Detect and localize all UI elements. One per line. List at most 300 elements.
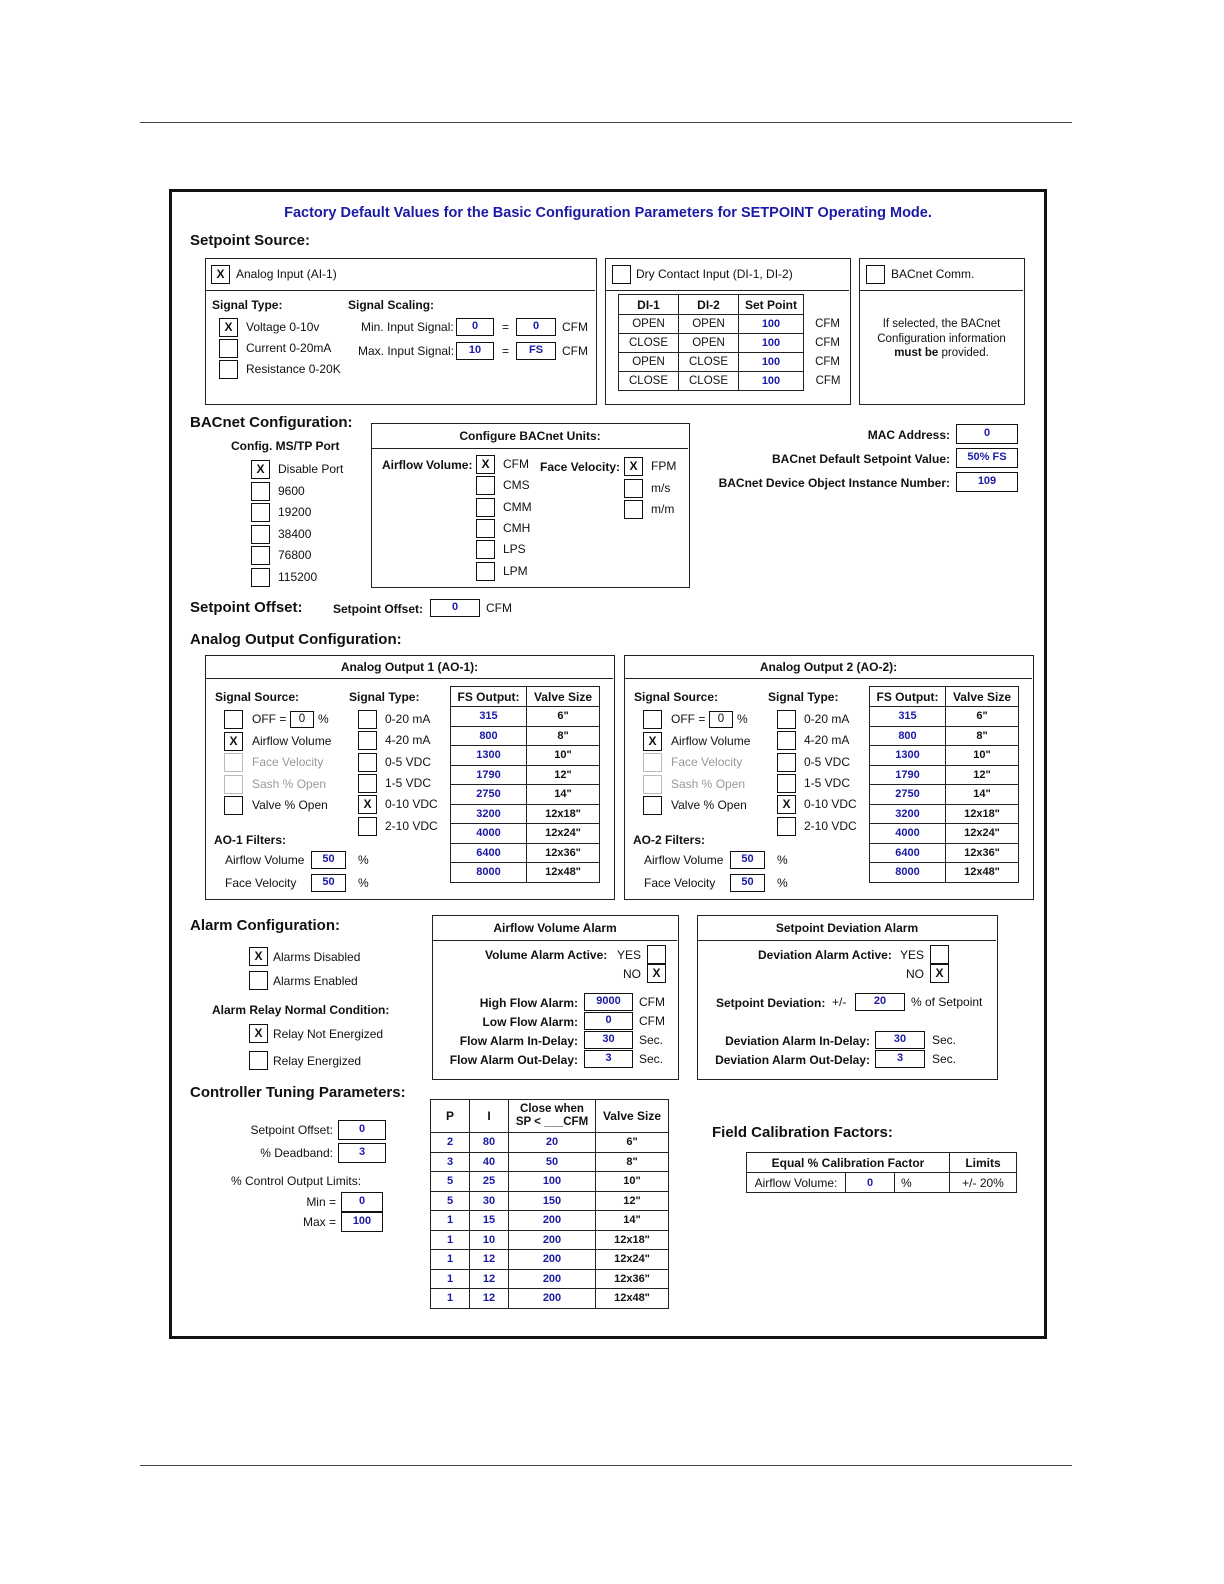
valve-size-cell: 10": [596, 1172, 669, 1192]
signal-type-label: 0-20 mA: [804, 712, 850, 726]
i-cell[interactable]: 40: [470, 1152, 509, 1172]
signal-type-checkbox[interactable]: [777, 731, 796, 750]
fs-row: [451, 746, 600, 766]
valve-size-header: Valve Size: [596, 1100, 669, 1133]
close-sp-cell[interactable]: 20: [509, 1133, 596, 1153]
flow-in-delay-value[interactable]: 30: [584, 1031, 633, 1049]
fs-row: [451, 863, 600, 883]
tuning-table: [430, 1099, 669, 1309]
deviation-yes-checkbox[interactable]: [930, 945, 949, 964]
high-flow-unit: CFM: [639, 995, 665, 1009]
di-header-cell: Set Point: [739, 295, 804, 315]
valve-size-cell: 6": [527, 707, 600, 727]
i-cell[interactable]: 25: [470, 1172, 509, 1192]
min-input-label: Min. Input Signal:: [361, 320, 454, 334]
alarms-enabled-label: Alarms Enabled: [273, 974, 358, 988]
min-cfm-unit: CFM: [562, 320, 588, 334]
di1-cell: OPEN: [619, 353, 679, 372]
fs-output-cell[interactable]: 8000: [451, 863, 527, 883]
analog-output-title: Analog Output 1 (AO-1):: [340, 660, 479, 674]
fs-row: [870, 765, 1019, 785]
max-equals: =: [502, 344, 510, 358]
set-point-unit: CFM: [815, 318, 840, 330]
relay-not-energized-label: Relay Not Energized: [273, 1027, 384, 1041]
off-value[interactable]: 0: [709, 711, 733, 728]
field-cal-row: [747, 1173, 1017, 1193]
alarms-disabled-checkbox[interactable]: X: [249, 947, 268, 966]
p-cell[interactable]: 3: [431, 1152, 470, 1172]
field-cal-row-limits: +/- 20%: [950, 1173, 1017, 1193]
analog-input-label: Analog Input (AI-1): [236, 267, 337, 281]
face-unit-checkbox[interactable]: X: [624, 457, 643, 476]
ao-filters-label: AO-2 Filters:: [633, 833, 706, 847]
airflow-unit-checkbox[interactable]: [476, 476, 495, 495]
airflow-unit-label: CMM: [503, 499, 532, 514]
signal-type-label: 1-5 VDC: [804, 775, 851, 790]
signal-type-checkbox[interactable]: X: [777, 795, 796, 814]
flow-in-delay-unit: Sec.: [639, 1033, 664, 1047]
bacnet-note-line2: Configuration information: [877, 332, 1006, 345]
valve-size-cell: 12x48": [946, 863, 1019, 883]
close-sp-cell[interactable]: 200: [509, 1289, 596, 1309]
di2-cell: CLOSE: [679, 372, 739, 391]
setpoint-source-heading: Setpoint Source:: [190, 232, 311, 249]
set-point-cell[interactable]: 100: [739, 334, 804, 353]
flow-in-delay-label: Flow Alarm In-Delay:: [459, 1034, 578, 1048]
fs-output-cell[interactable]: 8000: [870, 863, 946, 883]
i-cell[interactable]: 10: [470, 1230, 509, 1250]
i-header: I: [470, 1100, 509, 1133]
mstp-port-checkbox[interactable]: [251, 525, 270, 544]
signal-type-label: 0-5 VDC: [804, 754, 851, 769]
p-cell[interactable]: 1: [431, 1211, 470, 1231]
filter-face-label: Face Velocity: [225, 876, 297, 890]
volume-alarm-no-label: NO: [623, 967, 641, 981]
deviation-out-delay-value[interactable]: 3: [875, 1050, 925, 1068]
valve-size-cell: 6": [596, 1133, 669, 1153]
bacnet-note-line1: If selected, the BACnet: [882, 318, 1001, 330]
signal-type-label: Signal Type:: [212, 298, 283, 312]
analog-output-panel: [205, 655, 615, 900]
airflow-unit-checkbox[interactable]: [476, 562, 495, 581]
deviation-no-label: NO: [906, 967, 924, 981]
fs-output-cell[interactable]: 6400: [451, 843, 527, 863]
max-cfm-value[interactable]: FS: [516, 342, 556, 360]
p-cell[interactable]: 1: [431, 1230, 470, 1250]
face-unit-label: m/m: [651, 502, 675, 516]
fs-output-cell[interactable]: 1300: [451, 746, 527, 766]
di1-cell: OPEN: [619, 315, 679, 334]
set-point-cell[interactable]: 100: [739, 315, 804, 334]
signal-type-checkbox[interactable]: [358, 774, 377, 793]
signal-type-checkbox[interactable]: [777, 753, 796, 772]
tuning-offset-label: Setpoint Offset:: [250, 1123, 333, 1137]
signal-source-label: Signal Source:: [634, 690, 719, 704]
fs-row: [451, 765, 600, 785]
field-cal-table: [746, 1152, 1017, 1193]
signal-type-checkbox[interactable]: X: [358, 795, 377, 814]
valve-size-cell: 12x24": [946, 824, 1019, 844]
di-row: [619, 372, 841, 391]
fs-row: [451, 726, 600, 746]
fs-row: [451, 785, 600, 805]
bacnet-config-heading: BACnet Configuration:: [190, 414, 353, 431]
fs-row: [451, 843, 600, 863]
close-sp-cell[interactable]: 150: [509, 1191, 596, 1211]
valve-size-cell: 12": [527, 765, 600, 785]
deviation-alarm-panel: [697, 915, 998, 1080]
face-unit-label: FPM: [651, 459, 677, 473]
signal-source-checkbox[interactable]: [643, 775, 662, 794]
signal-source-checkbox[interactable]: [224, 710, 243, 729]
close-sp-cell[interactable]: 100: [509, 1172, 596, 1192]
p-cell[interactable]: 1: [431, 1269, 470, 1289]
signal-type-label: 4-20 mA: [385, 733, 431, 748]
flow-out-delay-unit: Sec.: [639, 1052, 664, 1066]
bacnet-units-panel: [371, 423, 690, 588]
fs-output-cell[interactable]: 2750: [451, 785, 527, 805]
di-unit-spacer: [804, 295, 841, 315]
fs-output-cell[interactable]: 3200: [451, 804, 527, 824]
face-unit-checkbox[interactable]: [624, 500, 643, 519]
fs-output-header: FS Output:: [451, 687, 527, 707]
airflow-unit-checkbox[interactable]: X: [476, 455, 495, 474]
field-cal-row-value[interactable]: 0: [846, 1173, 895, 1193]
analog-input-panel: [205, 258, 597, 405]
mstp-port-checkbox[interactable]: [251, 503, 270, 522]
fs-row: [870, 804, 1019, 824]
p-cell[interactable]: 2: [431, 1133, 470, 1153]
signal-source-checkbox[interactable]: X: [643, 732, 662, 751]
tuning-offset-value[interactable]: 0: [338, 1120, 386, 1140]
deviation-out-delay-unit: Sec.: [932, 1052, 957, 1066]
filter-face-value[interactable]: 50: [730, 874, 765, 892]
close-sp-cell[interactable]: 50: [509, 1152, 596, 1172]
valve-size-cell: 12x36": [596, 1269, 669, 1289]
setpoint-offset-value[interactable]: 0: [430, 599, 480, 617]
relay-condition-label: Alarm Relay Normal Condition:: [212, 1003, 390, 1017]
setpoint-offset-label: Setpoint Offset:: [333, 602, 423, 616]
signal-source-label: Valve % Open: [252, 798, 328, 812]
i-cell[interactable]: 12: [470, 1269, 509, 1289]
mstp-port-label: Disable Port: [278, 462, 344, 476]
mstp-port-checkbox[interactable]: X: [251, 460, 270, 479]
deadband-label: % Deadband:: [260, 1146, 333, 1160]
signal-type-label: 0-10 VDC: [804, 797, 857, 812]
relay-energized-label: Relay Energized: [273, 1054, 362, 1068]
tuning-row: [431, 1269, 669, 1289]
alarm-heading: Alarm Configuration:: [190, 917, 340, 934]
face-unit-label: m/s: [651, 480, 671, 495]
fs-output-table: [450, 686, 600, 883]
deviation-alarm-title: Setpoint Deviation Alarm: [775, 921, 919, 935]
valve-size-cell: 8": [596, 1152, 669, 1172]
signal-source-checkbox[interactable]: [224, 775, 243, 794]
default-setpoint-label: BACnet Default Setpoint Value:: [771, 452, 950, 466]
deviation-in-delay-value[interactable]: 30: [875, 1031, 925, 1049]
signal-type-label: 0-20 mA: [385, 712, 431, 726]
max-limit-value[interactable]: 100: [341, 1212, 383, 1232]
signal-type-label: 2-10 VDC: [385, 818, 438, 833]
deviation-sp-label: Setpoint Deviation:: [716, 996, 826, 1010]
tuning-row: [431, 1230, 669, 1250]
mstp-port-checkbox[interactable]: [251, 568, 270, 587]
filter-airflow-value[interactable]: 50: [730, 851, 765, 869]
off-percent: %: [318, 712, 329, 726]
off-value[interactable]: 0: [290, 711, 314, 728]
signal-source-label: Airflow Volume: [252, 733, 332, 748]
low-flow-label: Low Flow Alarm:: [482, 1015, 578, 1029]
flow-out-delay-value[interactable]: 3: [584, 1050, 633, 1068]
signal-source-checkbox[interactable]: [643, 796, 662, 815]
signal-source-checkbox[interactable]: [224, 753, 243, 772]
p-header: P: [431, 1100, 470, 1133]
valve-size-cell: 12": [596, 1191, 669, 1211]
airflow-unit-checkbox[interactable]: [476, 519, 495, 538]
fs-output-header: FS Output:: [870, 687, 946, 707]
di2-cell: OPEN: [679, 315, 739, 334]
set-point-cell[interactable]: 100: [739, 353, 804, 372]
fs-output-cell[interactable]: 4000: [870, 824, 946, 844]
signal-type-checkbox[interactable]: [358, 817, 377, 836]
signal-type-checkbox[interactable]: X: [219, 318, 238, 337]
di-header-row: [619, 295, 841, 315]
fs-header-row: [451, 687, 600, 707]
signal-type-checkbox[interactable]: [358, 731, 377, 750]
panel-divider: [625, 678, 1032, 679]
fs-output-cell[interactable]: 3200: [870, 804, 946, 824]
setpoint-offset-heading: Setpoint Offset:: [190, 599, 303, 616]
mstp-port-checkbox[interactable]: [251, 546, 270, 565]
min-input-value[interactable]: 0: [456, 318, 494, 336]
dry-contact-label: Dry Contact Input (DI-1, DI-2): [636, 267, 793, 281]
min-limit-value[interactable]: 0: [341, 1192, 383, 1212]
close-sp-cell[interactable]: 200: [509, 1250, 596, 1270]
default-setpoint-value[interactable]: 50% FS: [956, 448, 1018, 468]
i-cell[interactable]: 30: [470, 1191, 509, 1211]
mstp-port-checkbox[interactable]: [251, 482, 270, 501]
set-point-unit: CFM: [815, 375, 841, 387]
filter-airflow-value[interactable]: 50: [311, 851, 346, 869]
signal-type-label: Signal Type:: [349, 690, 420, 704]
valve-size-header: Valve Size: [946, 687, 1019, 707]
min-limit-label: Min =: [306, 1195, 336, 1209]
max-cfm-unit: CFM: [562, 344, 588, 358]
signal-type-checkbox[interactable]: [358, 710, 377, 729]
signal-type-checkbox[interactable]: [219, 339, 238, 358]
instance-number-value[interactable]: 109: [956, 472, 1018, 492]
close-sp-cell[interactable]: 200: [509, 1269, 596, 1289]
signal-type-checkbox[interactable]: [777, 817, 796, 836]
signal-type-label: Voltage 0-10v: [246, 320, 320, 334]
deadband-value[interactable]: 3: [338, 1143, 386, 1163]
set-point-unit: CFM: [815, 356, 840, 368]
face-unit-checkbox[interactable]: [624, 479, 643, 498]
signal-type-checkbox[interactable]: [777, 710, 796, 729]
fs-output-cell[interactable]: 800: [451, 726, 527, 746]
mstp-port-label: 9600: [278, 483, 305, 498]
valve-size-cell: 6": [946, 707, 1019, 727]
volume-alarm-panel: [432, 915, 679, 1080]
signal-source-label: Face Velocity: [671, 755, 743, 769]
signal-type-checkbox[interactable]: [358, 753, 377, 772]
flow-out-delay-label: Flow Alarm Out-Delay:: [449, 1053, 578, 1067]
min-equals: =: [502, 320, 510, 334]
airflow-unit-label: LPS: [503, 542, 526, 557]
valve-size-cell: 14": [946, 785, 1019, 805]
fs-row: [870, 707, 1019, 727]
fs-output-cell[interactable]: 6400: [870, 843, 946, 863]
fs-header-row: [870, 687, 1019, 707]
i-cell[interactable]: 12: [470, 1250, 509, 1270]
signal-type-label: Current 0-20mA: [246, 341, 332, 355]
i-cell[interactable]: 12: [470, 1289, 509, 1309]
p-cell[interactable]: 5: [431, 1172, 470, 1192]
filter-face-percent: %: [358, 876, 369, 890]
signal-source-label: OFF =: [252, 712, 287, 726]
valve-size-cell: 14": [596, 1211, 669, 1231]
fs-row: [870, 863, 1019, 883]
tuning-row: [431, 1250, 669, 1270]
fs-output-cell[interactable]: 315: [870, 707, 946, 727]
dry-contact-checkbox[interactable]: [612, 265, 631, 284]
volume-alarm-no-checkbox[interactable]: X: [647, 964, 666, 983]
deviation-active-label: Deviation Alarm Active:: [758, 948, 892, 962]
close-when-line2: SP < ___CFM: [515, 1116, 589, 1128]
volume-alarm-yes-checkbox[interactable]: [647, 945, 666, 964]
p-cell[interactable]: 1: [431, 1250, 470, 1270]
face-velocity-label: Face Velocity:: [540, 460, 621, 474]
filter-face-percent: %: [777, 876, 788, 890]
valve-size-cell: 12x18": [527, 804, 600, 824]
bacnet-comm-checkbox[interactable]: [866, 265, 885, 284]
volume-alarm-active-label: Volume Alarm Active:: [485, 948, 608, 962]
fs-output-cell[interactable]: 1790: [451, 765, 527, 785]
di-row: [619, 353, 841, 372]
field-cal-heading: Field Calibration Factors:: [712, 1124, 893, 1141]
dry-contact-table: [618, 294, 841, 391]
tuning-header-row: [431, 1100, 669, 1133]
footer-rule: [140, 1465, 1072, 1466]
fs-output-cell[interactable]: 1300: [870, 746, 946, 766]
set-point-cell[interactable]: 100: [739, 372, 804, 391]
config-sheet: [169, 189, 1047, 1339]
low-flow-value[interactable]: 0: [584, 1012, 633, 1030]
volume-alarm-yes-label: YES: [617, 948, 642, 962]
mac-address-label: MAC Address:: [867, 428, 950, 442]
airflow-unit-checkbox[interactable]: [476, 540, 495, 559]
signal-type-checkbox[interactable]: [219, 360, 238, 379]
valve-size-cell: 8": [946, 726, 1019, 746]
tuning-row: [431, 1152, 669, 1172]
di-header-cell: DI-2: [679, 295, 739, 315]
max-limit-label: Max =: [302, 1215, 336, 1229]
fs-output-cell[interactable]: 1790: [870, 765, 946, 785]
analog-output-title: Analog Output 2 (AO-2):: [759, 660, 898, 674]
valve-size-cell: 12x48": [596, 1289, 669, 1309]
i-cell[interactable]: 15: [470, 1211, 509, 1231]
signal-source-label: Valve % Open: [671, 798, 747, 812]
deviation-in-delay-unit: Sec.: [932, 1033, 957, 1047]
fs-output-cell[interactable]: 315: [451, 707, 527, 727]
fs-output-cell[interactable]: 2750: [870, 785, 946, 805]
analog-input-checkbox[interactable]: X: [211, 265, 230, 284]
fs-output-cell[interactable]: 4000: [451, 824, 527, 844]
valve-size-cell: 12x18": [596, 1230, 669, 1250]
field-cal-header-row: [747, 1153, 1017, 1173]
min-cfm-value[interactable]: 0: [516, 318, 556, 336]
setpoint-offset-unit: CFM: [486, 601, 512, 615]
signal-type-checkbox[interactable]: [777, 774, 796, 793]
signal-source-checkbox[interactable]: [643, 753, 662, 772]
bacnet-note-bold: must be: [894, 347, 939, 359]
relay-not-energized-checkbox[interactable]: X: [249, 1024, 268, 1043]
p-cell[interactable]: 1: [431, 1289, 470, 1309]
signal-source-checkbox[interactable]: X: [224, 732, 243, 751]
relay-energized-checkbox[interactable]: [249, 1051, 268, 1070]
fs-output-cell[interactable]: 800: [870, 726, 946, 746]
high-flow-value[interactable]: 9000: [584, 993, 633, 1011]
alarms-disabled-label: Alarms Disabled: [273, 950, 361, 964]
max-input-value[interactable]: 10: [456, 342, 494, 360]
i-cell[interactable]: 80: [470, 1133, 509, 1153]
airflow-unit-label: CMS: [503, 478, 530, 493]
valve-size-cell: 8": [527, 726, 600, 746]
fs-row: [451, 804, 600, 824]
signal-type-label: 2-10 VDC: [804, 818, 857, 833]
output-limits-label: % Control Output Limits:: [231, 1174, 362, 1188]
tuning-heading: Controller Tuning Parameters:: [190, 1084, 406, 1101]
close-sp-cell[interactable]: 200: [509, 1211, 596, 1231]
mac-address-value[interactable]: 0: [956, 424, 1018, 444]
deviation-in-delay-label: Deviation Alarm In-Delay:: [725, 1034, 870, 1048]
deviation-no-checkbox[interactable]: X: [930, 964, 949, 983]
airflow-unit-checkbox[interactable]: [476, 498, 495, 517]
valve-size-header: Valve Size: [527, 687, 600, 707]
off-percent: %: [737, 712, 748, 726]
signal-type-label: 1-5 VDC: [385, 775, 432, 790]
deviation-sp-value[interactable]: 20: [855, 993, 905, 1011]
signal-source-checkbox[interactable]: [643, 710, 662, 729]
close-when-line1: Close when: [520, 1103, 584, 1115]
p-cell[interactable]: 5: [431, 1191, 470, 1211]
sheet-title: Factory Default Values for the Basic Configuration Parameters for SETPOINT Operating Mode.: [284, 205, 932, 221]
fs-row: [451, 707, 600, 727]
mstp-port-label: 115200: [278, 569, 318, 584]
fs-row: [870, 843, 1019, 863]
tuning-row: [431, 1133, 669, 1153]
bacnet-note-rest: provided.: [938, 347, 989, 359]
fs-row: [870, 726, 1019, 746]
valve-size-cell: 12x18": [946, 804, 1019, 824]
valve-size-cell: 12x36": [946, 843, 1019, 863]
signal-type-label: 0-10 VDC: [385, 797, 438, 812]
signal-source-label: OFF =: [671, 712, 706, 726]
analog-output-panel: [624, 655, 1034, 900]
valve-size-cell: 10": [946, 746, 1019, 766]
fs-row: [451, 824, 600, 844]
dry-contact-panel: [605, 258, 851, 405]
di2-cell: OPEN: [679, 334, 739, 353]
close-sp-cell[interactable]: 200: [509, 1230, 596, 1250]
filter-face-value[interactable]: 50: [311, 874, 346, 892]
field-cal-row-label: Airflow Volume:: [747, 1173, 846, 1193]
signal-source-checkbox[interactable]: [224, 796, 243, 815]
alarms-enabled-checkbox[interactable]: [249, 971, 268, 990]
di-header-cell: DI-1: [619, 295, 679, 315]
instance-number-label: BACnet Device Object Instance Number:: [718, 476, 950, 490]
tuning-row: [431, 1172, 669, 1192]
